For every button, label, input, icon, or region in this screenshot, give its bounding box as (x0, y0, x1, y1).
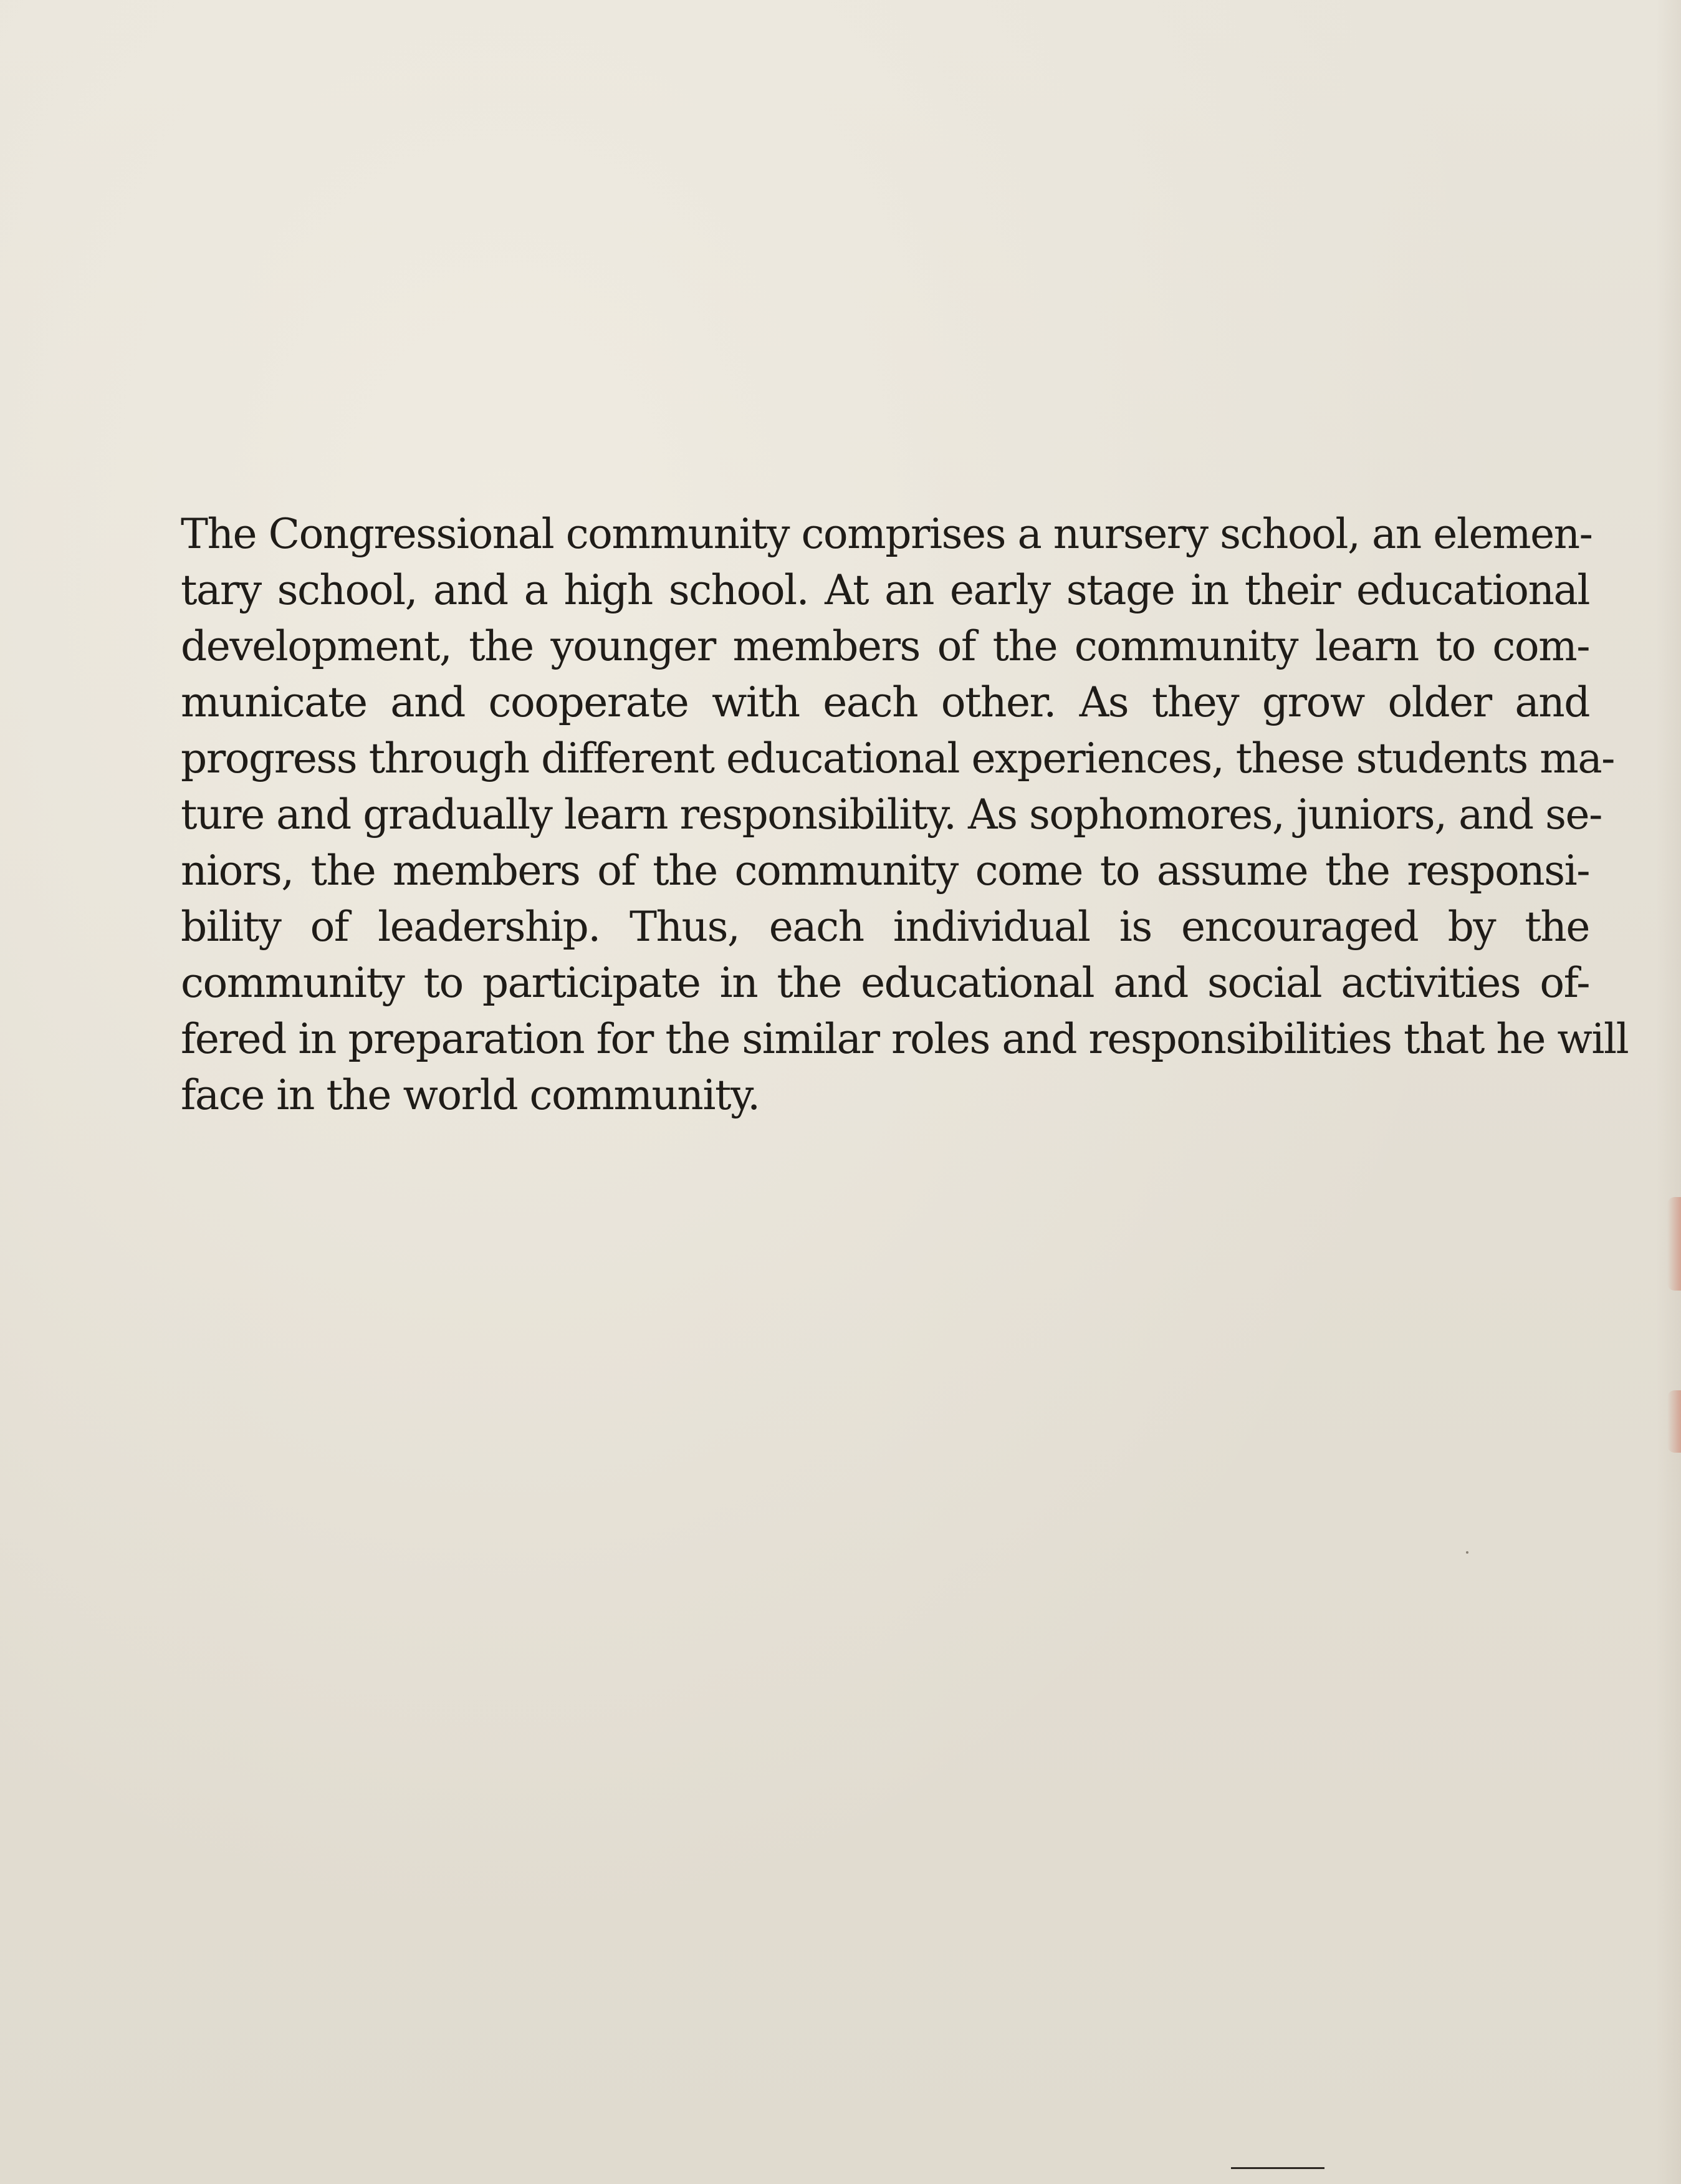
paragraph-line: ture and gradually learn responsibility. As sophomores, juniors, and se- (181, 791, 1602, 839)
paragraph-line: community to participate in the educational and social activities of- (181, 959, 1589, 1007)
paragraph-line: bility of leadership. Thus, each individual is encouraged by the (181, 903, 1589, 951)
page-edge-mark (1667, 1197, 1681, 1291)
paragraph-line: tary school, and a high school. At an early stage in their educational (181, 566, 1589, 614)
page-edge-mark (1667, 1390, 1681, 1453)
paragraph-line: fered in preparation for the similar roles and responsibilities that he will (181, 1015, 1629, 1063)
paragraph-line: niors, the members of the community come to assume the responsi- (181, 847, 1589, 895)
paper-speck (1466, 1551, 1468, 1554)
bottom-rule (1231, 2167, 1324, 2169)
paragraph-line: municate and cooperate with each other. As they grow older and (181, 678, 1589, 726)
paragraph-line: The Congressional community comprises a nursery school, an elemen- (181, 510, 1592, 558)
paragraph-line: face in the world community. (181, 1071, 760, 1119)
page-edge-shadow (1656, 0, 1681, 2184)
paragraph-line: development, the younger members of the community learn to com- (181, 622, 1589, 670)
paragraph-line: progress through different educational experiences, these students ma- (181, 734, 1614, 782)
body-paragraph (181, 506, 1629, 1123)
